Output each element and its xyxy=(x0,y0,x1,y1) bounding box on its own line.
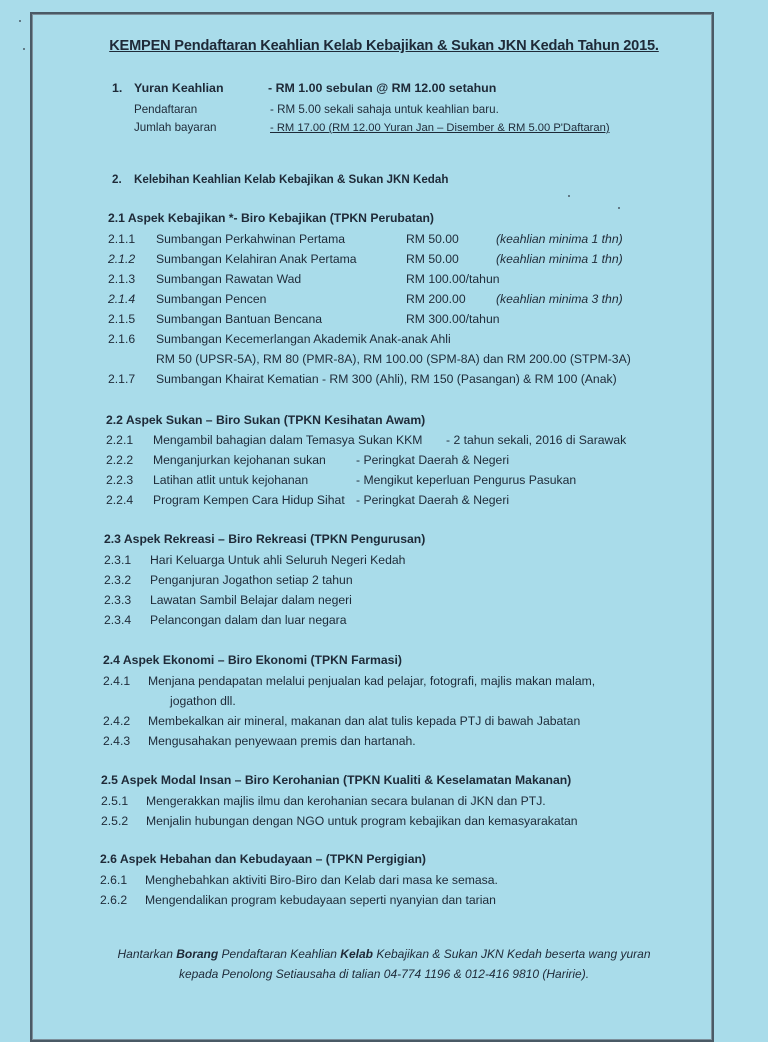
footer-text: Hantarkan xyxy=(117,947,177,961)
section-2-4-heading: 2.4 Aspek Ekonomi – Biro Ekonomi (TPKN Farmasi) xyxy=(103,653,402,667)
fee-label-total: Jumlah bayaran xyxy=(134,121,217,134)
item-number: 2.1.6 xyxy=(108,332,136,346)
item-number: 2.1.2 xyxy=(108,252,136,266)
item-text: Menganjurkan kejohanan sukan xyxy=(153,453,326,467)
footer-bold-borang: Borang xyxy=(176,947,219,961)
item-continuation: jogathon dll. xyxy=(170,694,236,708)
footer-bold-kelab: Kelab xyxy=(340,947,373,961)
item-text: Menjana pendapatan melalui penjualan kad pelajar, fotografi, majlis makan malam, xyxy=(148,674,596,688)
item-number: 2.1.5 xyxy=(108,312,136,326)
item-amount: RM 200.00 xyxy=(406,292,466,306)
fee-label-membership: Yuran Keahlian xyxy=(134,81,224,95)
item-continuation: RM 50 (UPSR-5A), RM 80 (PMR-8A), RM 100.00 (SPM-8A) dan RM 200.00 (STPM-3A) xyxy=(156,352,631,366)
item-extra: - Peringkat Daerah & Negeri xyxy=(356,453,510,467)
footer-text: Kebajikan & Sukan JKN Kedah beserta wang yuran xyxy=(372,947,651,961)
item-text: Sumbangan Pencen xyxy=(156,292,267,306)
item-text: Sumbangan Rawatan Wad xyxy=(156,272,302,286)
item-number: 2.2.4 xyxy=(106,493,134,507)
item-number: 2.2.3 xyxy=(106,473,134,487)
item-number: 2.1.4 xyxy=(108,292,136,306)
document-title: KEMPEN Pendaftaran Keahlian Kelab Kebajikan & Sukan JKN Kedah Tahun 2015. xyxy=(109,38,659,54)
scan-speck xyxy=(19,20,21,22)
item-number: 2.4.3 xyxy=(103,734,131,748)
item-number: 2.3.1 xyxy=(104,553,132,567)
item-number: 2.2.2 xyxy=(106,453,134,467)
item-number: 2.1.1 xyxy=(108,232,136,246)
item-note: (keahlian minima 1 thn) xyxy=(496,252,623,266)
section-2-6-heading: 2.6 Aspek Hebahan dan Kebudayaan – (TPKN Pergigian) xyxy=(100,852,426,866)
section-2-3-heading: 2.3 Aspek Rekreasi – Biro Rekreasi (TPKN Pengurusan) xyxy=(104,532,426,546)
item-text: Program Kempen Cara Hidup Sihat xyxy=(153,493,345,507)
benefits-number: 2. xyxy=(112,173,122,186)
section-2-2-heading: 2.2 Aspek Sukan – Biro Sukan (TPKN Kesihatan Awam) xyxy=(106,413,426,427)
fee-label-registration: Pendaftaran xyxy=(134,103,198,116)
item-amount: RM 100.00/tahun xyxy=(406,272,500,286)
item-extra: - Mengikut keperluan Pengurus Pasukan xyxy=(356,473,577,487)
item-extra: - Peringkat Daerah & Negeri xyxy=(356,493,510,507)
item-text: Latihan atlit untuk kejohanan xyxy=(153,473,309,487)
fee-value-registration: - RM 5.00 sekali sahaja untuk keahlian baru. xyxy=(270,103,499,116)
item-number: 2.1.3 xyxy=(108,272,136,286)
item-amount: RM 300.00/tahun xyxy=(406,312,500,326)
item-note: (keahlian minima 1 thn) xyxy=(496,232,623,246)
item-number: 2.1.7 xyxy=(108,372,136,386)
item-text: Sumbangan Kecemerlangan Akademik Anak-anak Ahli xyxy=(156,332,451,346)
scan-speck xyxy=(23,48,25,50)
item-number: 2.5.2 xyxy=(101,814,129,828)
section-2-1-heading: 2.1 Aspek Kebajikan *- Biro Kebajikan (TPKN Perubatan) xyxy=(108,211,434,225)
item-text: Sumbangan Kelahiran Anak Pertama xyxy=(156,252,357,266)
item-number: 2.4.2 xyxy=(103,714,131,728)
footer-line-2: kepada Penolong Setiausaha di talian 04-774 1196 & 012-416 9810 (Haririe). xyxy=(178,967,590,981)
item-number: 2.3.3 xyxy=(104,593,132,607)
item-text: Penganjuran Jogathon setiap 2 tahun xyxy=(150,573,353,587)
item-amount: RM 50.00 xyxy=(406,232,459,246)
fee-value-membership: - RM 1.00 sebulan @ RM 12.00 setahun xyxy=(268,81,497,95)
scan-speck xyxy=(568,195,570,197)
benefits-heading: Kelebihan Keahlian Kelab Kebajikan & Sukan JKN Kedah xyxy=(134,173,449,186)
item-text: Sumbangan Perkahwinan Pertama xyxy=(156,232,346,246)
item-text: Mengambil bahagian dalam Temasya Sukan KKM xyxy=(153,433,423,447)
footer-line-1 xyxy=(0,944,768,964)
item-number: 2.2.1 xyxy=(106,433,134,447)
item-text: Mengendalikan program kebudayaan seperti nyanyian dan tarian xyxy=(145,893,496,907)
item-text: Menjalin hubungan dengan NGO untuk program kebajikan dan kemasyarakatan xyxy=(146,814,578,828)
item-number: 2.6.1 xyxy=(100,873,128,887)
item-text: Mengerakkan majlis ilmu dan kerohanian secara bulanan di JKN dan PTJ. xyxy=(146,794,546,808)
item-text: Menghebahkan aktiviti Biro-Biro dan Kelab dari masa ke semasa. xyxy=(145,873,498,887)
item-note: (keahlian minima 3 thn) xyxy=(496,292,623,306)
item-text: Pelancongan dalam dan luar negara xyxy=(150,613,347,627)
item-text: Sumbangan Khairat Kematian - RM 300 (Ahli), RM 150 (Pasangan) & RM 100 (Anak) xyxy=(156,372,617,386)
item-text: Hari Keluarga Untuk ahli Seluruh Negeri Kedah xyxy=(150,553,406,567)
section-2-5-heading: 2.5 Aspek Modal Insan – Biro Kerohanian (TPKN Kualiti & Keselamatan Makanan) xyxy=(101,773,572,787)
item-text: Mengusahakan penyewaan premis dan hartanah. xyxy=(148,734,416,748)
item-amount: RM 50.00 xyxy=(406,252,459,266)
item-number: 2.4.1 xyxy=(103,674,131,688)
item-extra: - 2 tahun sekali, 2016 di Sarawak xyxy=(446,433,627,447)
fees-number: 1. xyxy=(112,81,123,95)
item-text: Lawatan Sambil Belajar dalam negeri xyxy=(150,593,352,607)
item-number: 2.5.1 xyxy=(101,794,129,808)
item-text: Sumbangan Bantuan Bencana xyxy=(156,312,323,326)
item-number: 2.6.2 xyxy=(100,893,128,907)
item-number: 2.3.2 xyxy=(104,573,132,587)
fee-value-total: - RM 17.00 (RM 12.00 Yuran Jan – Disember & RM 5.00 P'Daftaran) xyxy=(270,122,610,134)
item-text: Membekalkan air mineral, makanan dan alat tulis kepada PTJ di bawah Jabatan xyxy=(148,714,581,728)
footer-text: Pendaftaran Keahlian xyxy=(218,947,341,961)
scan-speck xyxy=(618,207,620,209)
item-number: 2.3.4 xyxy=(104,613,132,627)
